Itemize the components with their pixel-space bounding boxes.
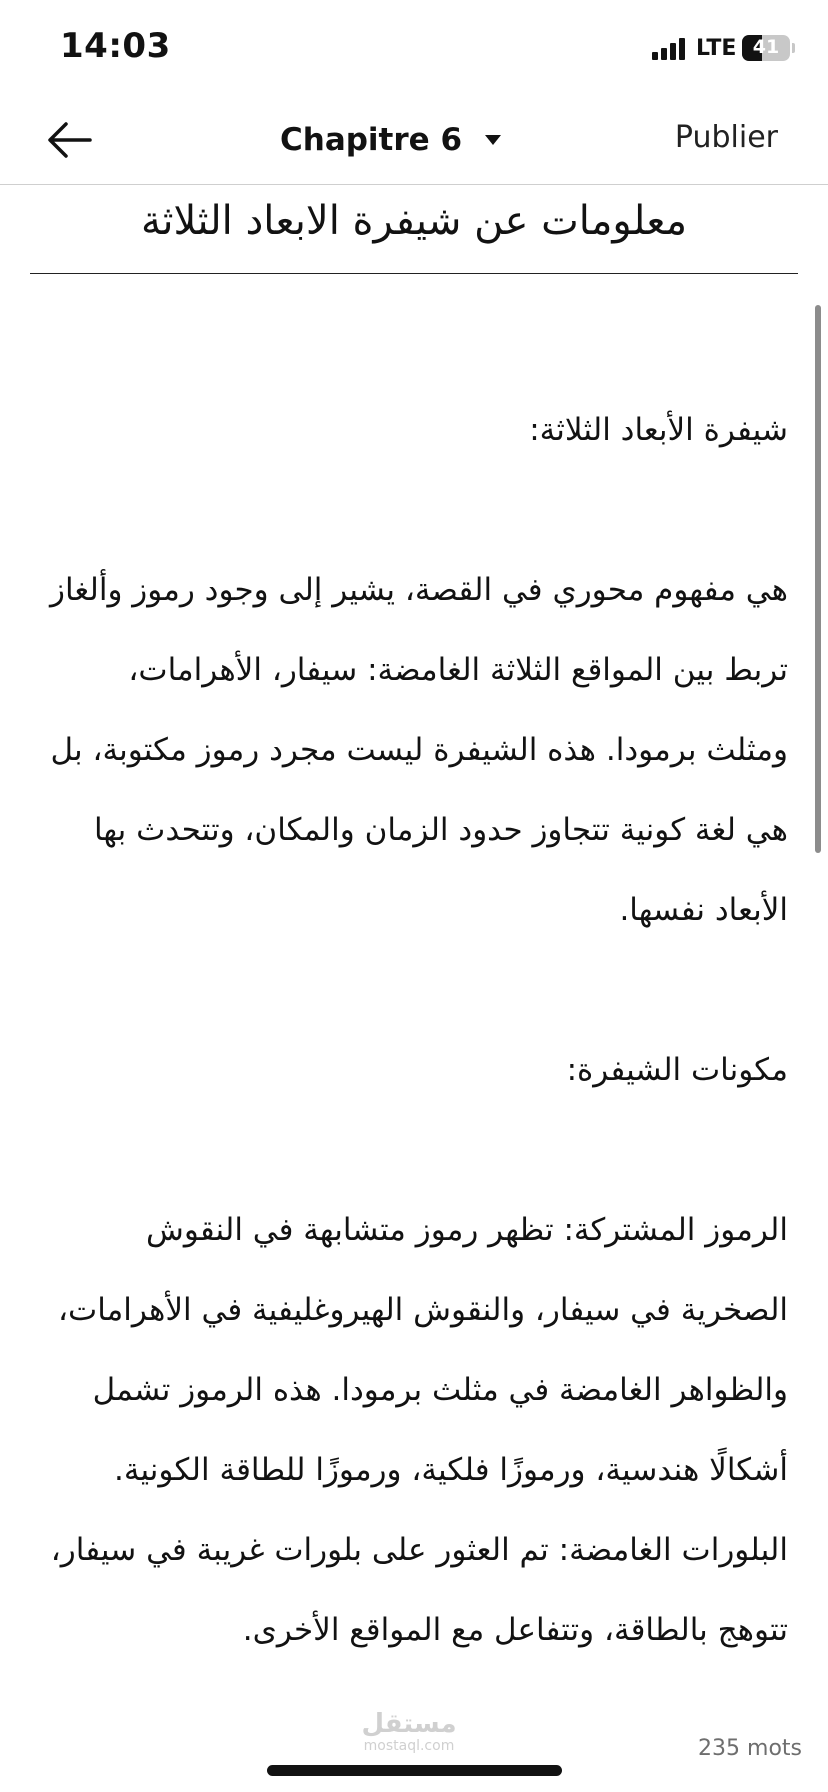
body-paragraph: البلورات الغامضة: تم العثور على بلورات غريبة في سيفار، تتوهج بالطاقة، وتتفاعل مع المواقع الأخرى. xyxy=(50,1532,788,1648)
story-title-field[interactable] xyxy=(30,185,798,274)
watermark-url: mostaql.com xyxy=(363,1738,455,1754)
blank-line xyxy=(38,950,788,1030)
battery-icon xyxy=(742,35,790,61)
editor-scrollbar[interactable] xyxy=(815,305,821,853)
chapter-title: Chapitre 6 xyxy=(280,122,463,158)
arrow-left-icon xyxy=(44,118,94,162)
back-button[interactable] xyxy=(44,118,94,162)
home-indicator[interactable] xyxy=(267,1765,562,1776)
body-paragraph: الرموز المشتركة: تظهر رموز متشابهة في النقوش الصخرية في سيفار، والنقوش الهيروغليفية في الأهرامات، والظواهر الغامضة في مثلث برمودا. هذه الرموز تشمل أشكالًا هندسية، ورموزًا فلكية، ورموزًا للطاقة الكونية. xyxy=(58,1212,788,1488)
network-type: LTE xyxy=(696,36,737,61)
section-heading: شيفرة الأبعاد الثلاثة: xyxy=(529,412,788,448)
publish-button[interactable]: Publier xyxy=(674,120,778,155)
chapter-text-editor[interactable] xyxy=(38,390,788,1715)
status-bar xyxy=(0,0,828,100)
blank-line xyxy=(38,1110,788,1190)
word-count: 235 mots xyxy=(698,1736,802,1761)
body-paragraph: هي مفهوم محوري في القصة، يشير إلى وجود رموز وألغاز تربط بين المواقع الثلاثة الغامضة: سيفار، الأهرامات، ومثلث برمودا. هذه الشيفرة ليست مجرد رموز مكتوبة، بل هي لغة كونية تتجاوز حدود الزمان والمكان، وتتحدث بها الأبعاد نفسها. xyxy=(50,572,788,928)
watermark-logo: مستقل xyxy=(361,1709,457,1739)
chapter-selector[interactable] xyxy=(280,118,502,162)
status-time: 14:03 xyxy=(60,26,171,66)
watermark xyxy=(354,1710,464,1754)
editor-nav-bar xyxy=(0,100,828,185)
caret-down-icon xyxy=(484,134,502,146)
battery-level: 41 xyxy=(752,36,780,58)
story-title: معلومات عن شيفرة الابعاد الثلاثة xyxy=(140,198,688,244)
section-heading: مكونات الشيفرة: xyxy=(566,1052,788,1088)
battery-nub xyxy=(792,43,795,53)
blank-line xyxy=(38,470,788,550)
cellular-signal-icon xyxy=(652,38,686,60)
